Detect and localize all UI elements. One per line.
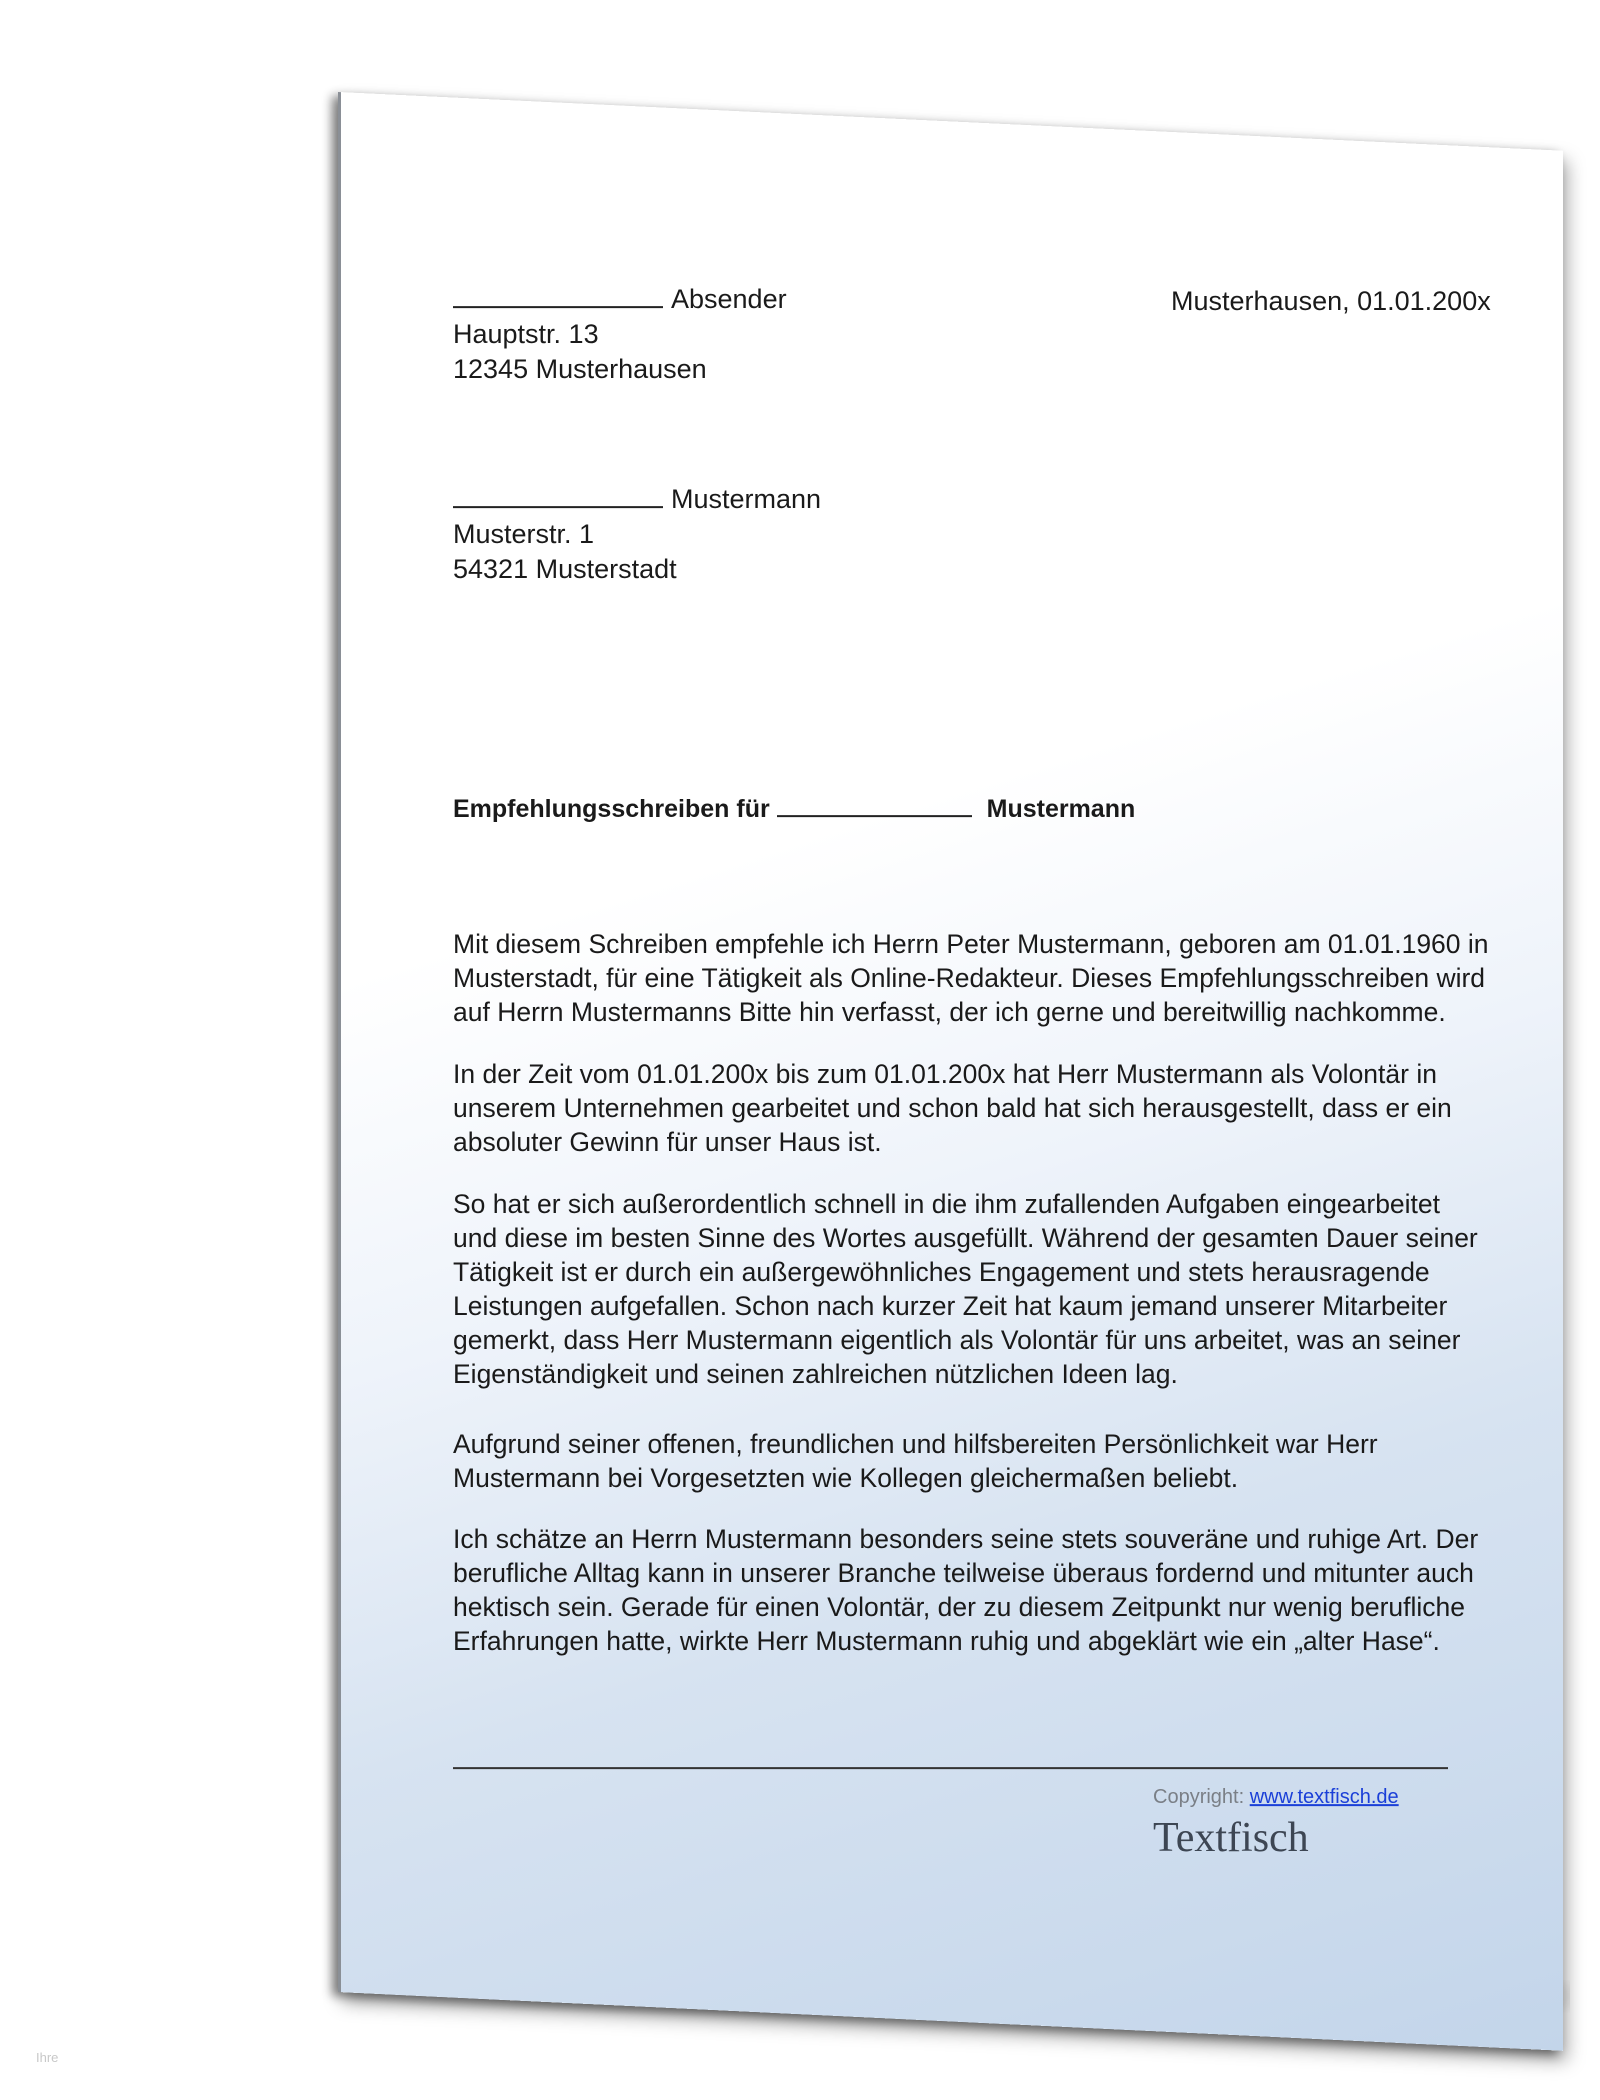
paragraph-line: Leistungen aufgefallen. Schon nach kurzer Zeit hat kaum jemand unserer Mitarbeiter (453, 1291, 1448, 1322)
subject-first-name-blank (777, 795, 972, 817)
textfisch-logo: Textfisch (1153, 1815, 1309, 1862)
paragraph-line: Eigenständigkeit und seinen zahlreichen nützlichen Ideen lag. (453, 1359, 1178, 1390)
paragraph-3 (453, 1187, 1478, 1391)
recipient-city: 54321 Musterstadt (453, 554, 677, 585)
recipient-first-name-blank (453, 486, 663, 508)
paragraph-line: berufliche Alltag kann in unserer Branche teilweise überaus fordernd und mitunter auch (453, 1558, 1474, 1589)
paragraph-1 (453, 927, 1489, 1029)
paragraph-line: Ich schätze an Herrn Mustermann besonders seine stets souveräne und ruhige Art. Der (453, 1524, 1479, 1555)
subject-name: Mustermann (986, 795, 1136, 824)
sender-name-line (453, 282, 787, 317)
copyright-label: Copyright: (1153, 1786, 1245, 1809)
sender-block (453, 282, 787, 387)
recipient-name: Mustermann (671, 484, 822, 515)
paragraph-5 (453, 1522, 1478, 1658)
recipient-street: Musterstr. 1 (453, 519, 595, 550)
paragraph-line: absoluter Gewinn für unser Haus ist. (453, 1127, 882, 1158)
subject-line (453, 792, 1135, 827)
paragraph-line: Aufgrund seiner offenen, freundlichen und hilfsbereiten Persönlichkeit war Herr (453, 1429, 1378, 1460)
paragraph-line: und diese im besten Sinne des Wortes ausgefüllt. Während der gesamten Dauer seiner (453, 1223, 1478, 1254)
subject-prefix: Empfehlungsschreiben für (453, 795, 770, 824)
sender-first-name-blank (453, 286, 663, 308)
paragraph-line: hektisch sein. Gerade für einen Volontär, der zu diesem Zeitpunkt nur wenig berufliche (453, 1592, 1465, 1623)
paragraph-line: unserem Unternehmen gearbeitet und schon bald hat sich herausgestellt, dass er ein (453, 1093, 1452, 1124)
recipient-name-line (453, 482, 821, 517)
paragraph-line: Mit diesem Schreiben empfehle ich Herrn Peter Mustermann, geboren am 01.01.1960 in (453, 929, 1489, 960)
sender-city: 12345 Musterhausen (453, 354, 707, 385)
letter-page (338, 92, 1563, 2051)
paragraph-line: So hat er sich außerordentlich schnell in die ihm zufallenden Aufgaben eingearbeitet (453, 1189, 1441, 1220)
paragraph-line: Mustermann bei Vorgesetzten wie Kollegen gleichermaßen beliebt. (453, 1463, 1239, 1494)
recipient-block (453, 482, 821, 587)
copyright-notice (1153, 1786, 1399, 1809)
copyright-link[interactable]: www.textfisch.de (1249, 1786, 1399, 1809)
sender-street: Hauptstr. 13 (453, 319, 599, 350)
paragraph-line: In der Zeit vom 01.01.200x bis zum 01.01.200x hat Herr Mustermann als Volontär in (453, 1059, 1437, 1090)
paragraph-line: Musterstadt, für eine Tätigkeit als Online-Redakteur. Dieses Empfehlungsschreiben wird (453, 963, 1486, 994)
paragraph-line: Erfahrungen hatte, wirkte Herr Mustermann ruhig und abgeklärt wie ein „alter Hase“. (453, 1626, 1440, 1657)
letter-content (341, 92, 1563, 1992)
paragraph-2 (453, 1057, 1452, 1159)
sender-name: Absender (671, 284, 787, 315)
date-line: Musterhausen, 01.01.200x (1171, 286, 1491, 317)
paragraph-line: Tätigkeit ist er durch ein außergewöhnliches Engagement und stets herausragende (453, 1257, 1430, 1288)
paragraph-line: gemerkt, dass Herr Mustermann eigentlich als Volontär für uns arbeitet, was an seiner (453, 1325, 1461, 1356)
paragraph-4 (453, 1427, 1378, 1495)
footer-divider (453, 1767, 1448, 1769)
paragraph-line: auf Herrn Mustermanns Bitte hin verfasst, der ich gerne und bereitwillig nachkomme. (453, 997, 1446, 1028)
corner-watermark: Ihre (36, 2050, 59, 2065)
